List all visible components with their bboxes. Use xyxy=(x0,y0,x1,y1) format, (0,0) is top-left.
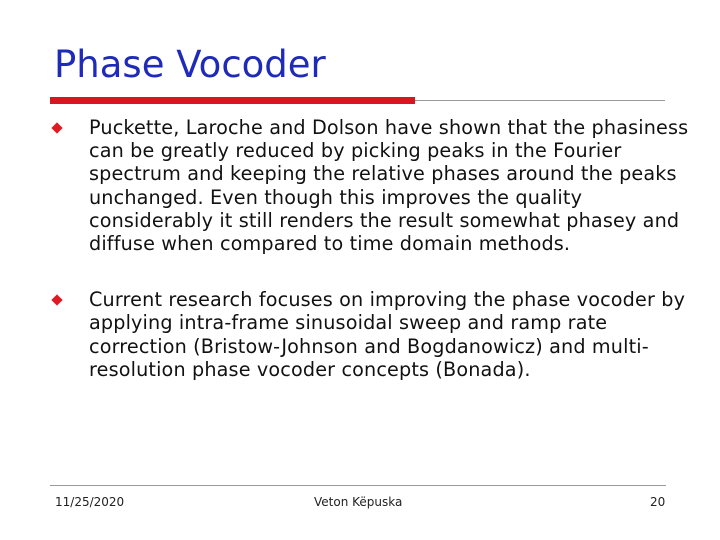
footer-divider-rule xyxy=(50,485,666,486)
footer-date: 11/25/2020 xyxy=(55,495,125,509)
page-number: 20 xyxy=(650,495,666,509)
bullet-text: Puckette, Laroche and Dolson have shown that the phasiness can be greatly reduced by picking peaks in the Fourier spectrum and keeping the relative phases around the peaks unchanged. Even though this improves the quality considerably it still renders the result somewhat phasey and diffuse when compared to time domain methods. xyxy=(89,116,689,256)
bullet-item xyxy=(50,116,690,255)
bullet-item xyxy=(50,288,690,381)
footer-author: Veton Këpuska xyxy=(314,495,403,509)
title-divider-rule xyxy=(415,100,665,101)
bullet-list xyxy=(50,116,690,381)
bullet-text: Current research focuses on improving the phase vocoder by applying intra-frame sinusoidal sweep and ramp rate correction (Bristow-Johnson and Bogdanowicz) and multi-resolution phase vocoder concepts (Bonada). xyxy=(89,288,686,381)
slide-title: Phase Vocoder xyxy=(54,43,326,86)
title-accent-rule xyxy=(50,97,415,104)
red-diamond-bullet-icon xyxy=(51,295,62,306)
red-diamond-bullet-icon xyxy=(51,122,62,133)
